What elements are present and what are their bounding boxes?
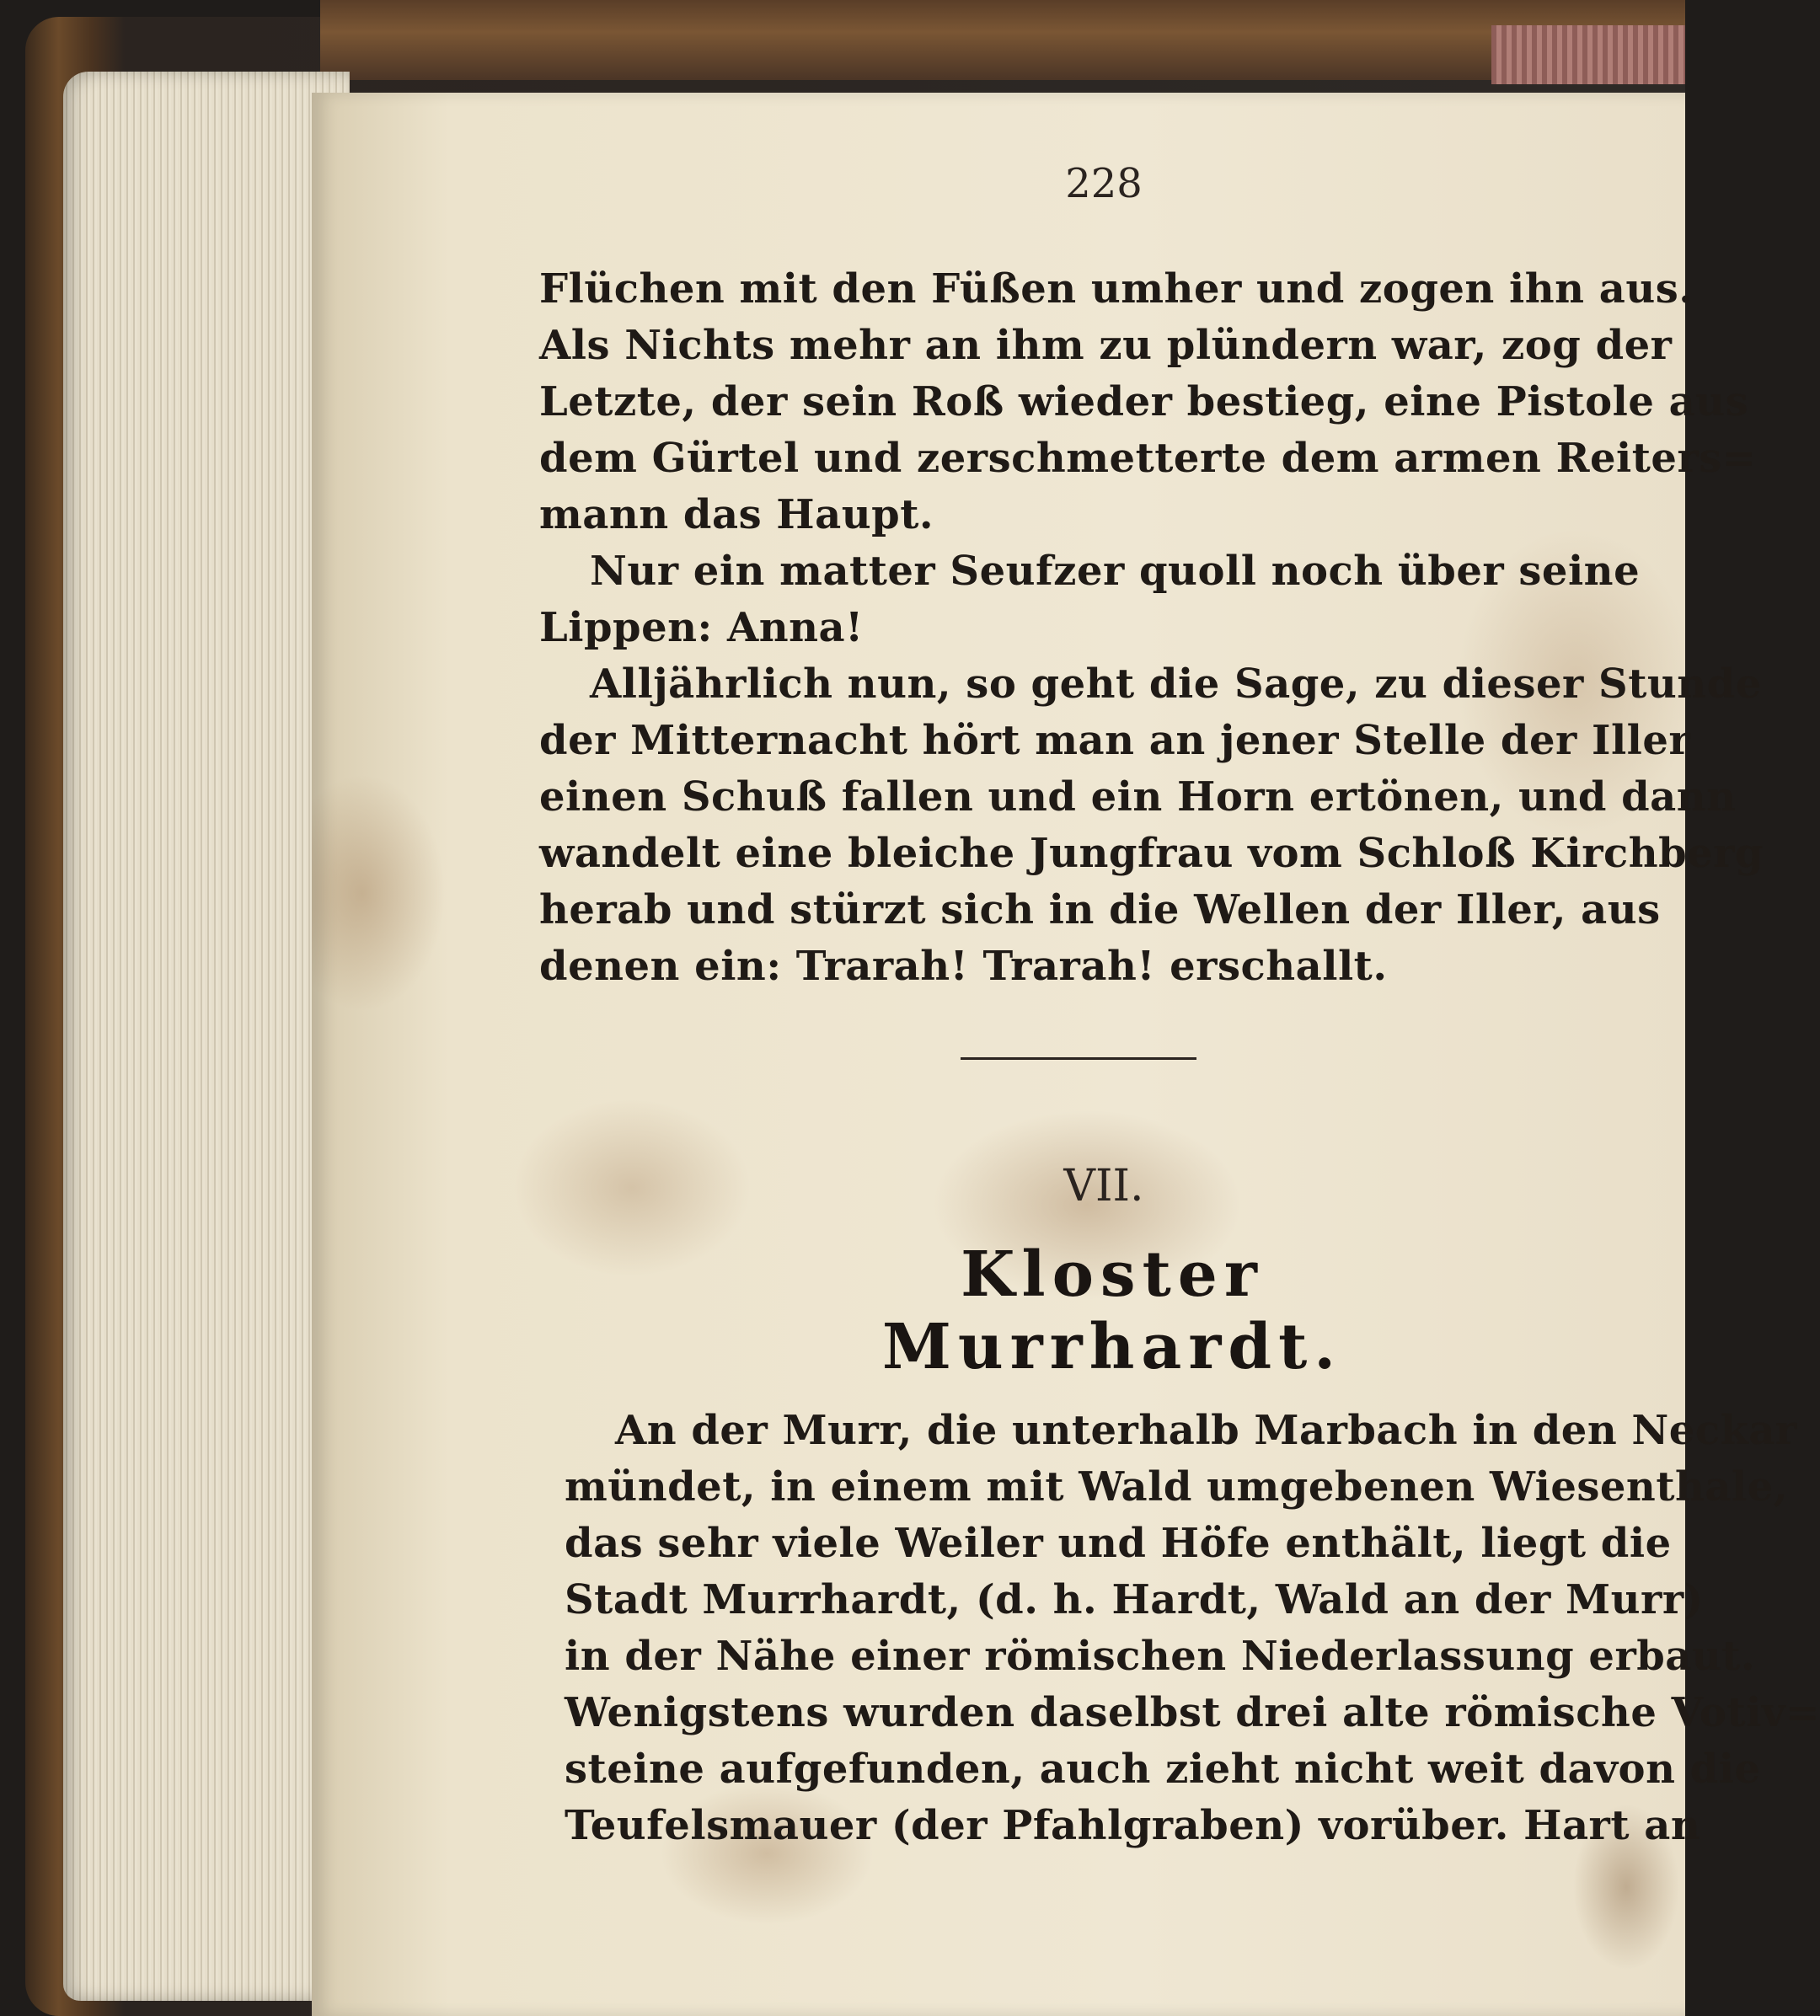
text-line: mündet, in einem mit Wald umgebenen Wiesenthale, [565, 1463, 1788, 1511]
text-line: der Mitternacht hört man an jener Stelle der Iller [539, 717, 1691, 764]
page-number: 228 [1065, 160, 1143, 207]
text-line: Flüchen mit den Füßen umher und zogen ihn aus. [539, 265, 1694, 313]
text-line: einen Schuß fallen und ein Horn ertönen, und dann [539, 773, 1737, 821]
text-line: in der Nähe einer römischen Niederlassung erbaut. [565, 1633, 1756, 1680]
book-page [312, 93, 1820, 2016]
text-line: dem Gürtel und zerschmetterte dem armen Reiters= [539, 435, 1757, 482]
section-divider [961, 1057, 1196, 1060]
text-line: Als Nichts mehr an ihm zu plündern war, zog der [539, 322, 1673, 369]
text-line: Nur ein matter Seufzer quoll noch über seine [590, 548, 1641, 595]
page-text [312, 93, 1820, 2016]
text-line: wandelt eine bleiche Jungfrau vom Schloß Kirchberg [539, 830, 1764, 877]
text-line: Alljährlich nun, so geht die Sage, zu dieser Stunde [590, 660, 1762, 708]
bookmark-ribbon [1491, 25, 1685, 84]
text-line: Wenigstens wurden daselbst drei alte römische Votiv= [565, 1689, 1820, 1736]
text-line: Letzte, der sein Roß wieder bestieg, eine Pistole aus [539, 378, 1749, 425]
text-line: An der Murr, die unterhalb Marbach in den Neckar [615, 1407, 1797, 1454]
text-line: denen ein: Trarah! Trarah! erschallt. [539, 943, 1388, 990]
section-title: Kloster Murrhardt. [881, 1238, 1343, 1383]
text-line: Stadt Murrhardt, (d. h. Hardt, Wald an der Murr) [565, 1576, 1704, 1623]
text-line: Teufelsmauer (der Pfahlgraben) vorüber. Hart an [565, 1802, 1701, 1849]
text-line: Lippen: Anna! [539, 604, 864, 651]
text-line: mann das Haupt. [539, 491, 934, 538]
text-line: steine aufgefunden, auch zieht nicht weit davon die [565, 1746, 1761, 1793]
section-number: VII. [1063, 1161, 1144, 1211]
book-cover-top [320, 0, 1685, 80]
text-line: das sehr viele Weiler und Höfe enthält, liegt die [565, 1520, 1672, 1567]
text-line: herab und stürzt sich in die Wellen der Iller, aus [539, 886, 1661, 933]
page-block-edges [63, 72, 350, 2001]
